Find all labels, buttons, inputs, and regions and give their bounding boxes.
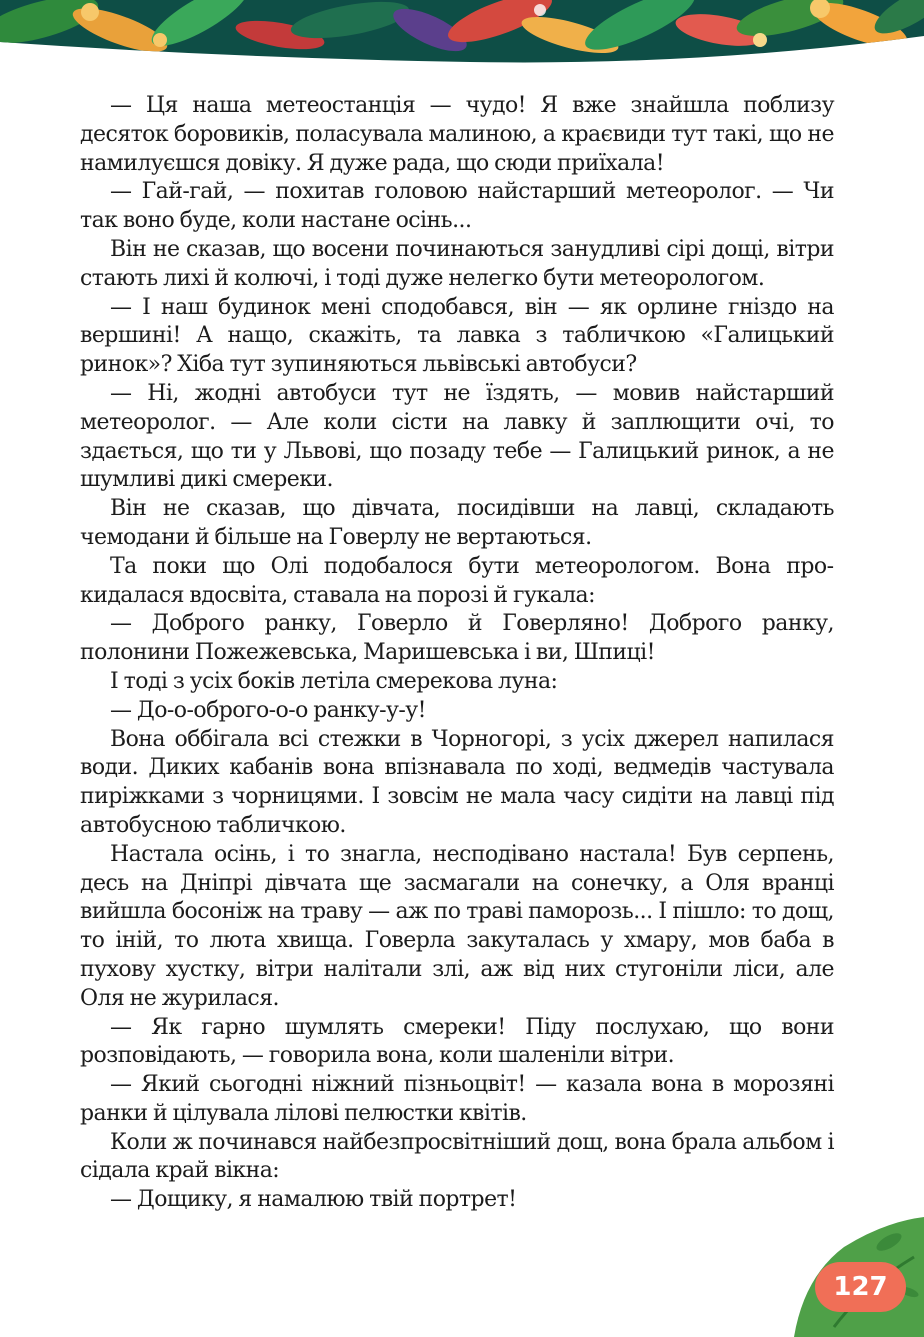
paragraph: — Гай-гай, — похитав головою найстарший метеоролог. — Чи так воно буде, коли настане осінь... bbox=[80, 179, 834, 234]
paragraph: Він не сказав, що восени починаються занудливі сірі дощі, вітри стають лихі й колючі, і тоді дуже нелегко бути метеорологом. bbox=[80, 236, 834, 291]
paragraph: — Як гарно шумлять смереки! Піду послухаю, що вони розповідають, — говорила вона, коли шаленіли вітри. bbox=[80, 1014, 834, 1069]
top-floral-illustration bbox=[0, 0, 924, 90]
paragraph: — До-о-оброго-о-о ранку-у-у! bbox=[110, 697, 426, 723]
paragraph: — Дощику, я намалюю твій портрет! bbox=[110, 1187, 517, 1213]
paragraph: — Який сьогодні ніжний пізньоцвіт! — казала вона в морозяні ранки й цілувала лілові пелюстки квітів. bbox=[80, 1072, 834, 1126]
paragraph: — І наш будинок мені сподобався, він — як орлине гніздо на вершині! А нащо, скажіть, та лавка з табличкою «Галицький ринок»? Хіба тут зупиняються львівські автобуси? bbox=[80, 294, 834, 378]
paragraph: І тоді з усіх боків летіла смерекова луна: bbox=[110, 668, 558, 694]
paragraph: — Ця наша метеостанція — чудо! Я вже знайшла поблизу десяток боровиків, поласувала малиною, а краєвиди тут такі, що не намилуєшся довіку. Я дуже рада, що сюди приїхала! bbox=[80, 93, 834, 176]
paragraph: Коли ж починався найбезпросвітніший дощ, вона брала альбом і сідала край вікна: bbox=[80, 1129, 834, 1184]
paragraph: Він не сказав, що дівчата, посидівши на лавці, складають чемодани й більше на Говерлу не вертаються. bbox=[80, 496, 834, 550]
paragraph: Та поки що Олі подобалося бути метеорологом. Вона прокидалася вдосвіта, ставала на порозі й гукала: bbox=[80, 553, 834, 608]
paragraph: — Доброго ранку, Говерло й Говерляно! Доброго ранку, полонини Пожежевська, Маришевська і ви, Шпиці! bbox=[80, 611, 834, 666]
paragraph: Настала осінь, і то знагла, несподівано настала! Був серпень, десь на Дніпрі дівчата ще засмагали на сонечку, а Оля вранці вийшла босоніж на траву — аж по траві паморозь... І пішло: то дощ, то іній, то люта хвища. Говерла закуталась у хмару, мов баба в пухову хустку, вітри налітали злі, аж від них стугоніли ліси, але Оля не журилася. bbox=[80, 841, 834, 1011]
paragraph: — Ні, жодні автобуси тут не їздять, — мовив найстарший метеоролог. — Але коли сісти на лавку й заплющити очі, то здається, що ти у Львові, що позаду тебе — Галицький ринок, а не шумливі дикі смереки. bbox=[80, 380, 834, 493]
page-number-badge: 127 bbox=[815, 1262, 906, 1312]
paragraph: Вона оббігала всі стежки в Чорногорі, з усіх джерел напилася води. Диких кабанів вона впізнавала по ході, ведмедів частувала пиріжками з чорницями. І зовсім не мала часу сидіти на лавці під автобусною табличкою. bbox=[80, 726, 834, 838]
story-text bbox=[80, 92, 834, 1215]
